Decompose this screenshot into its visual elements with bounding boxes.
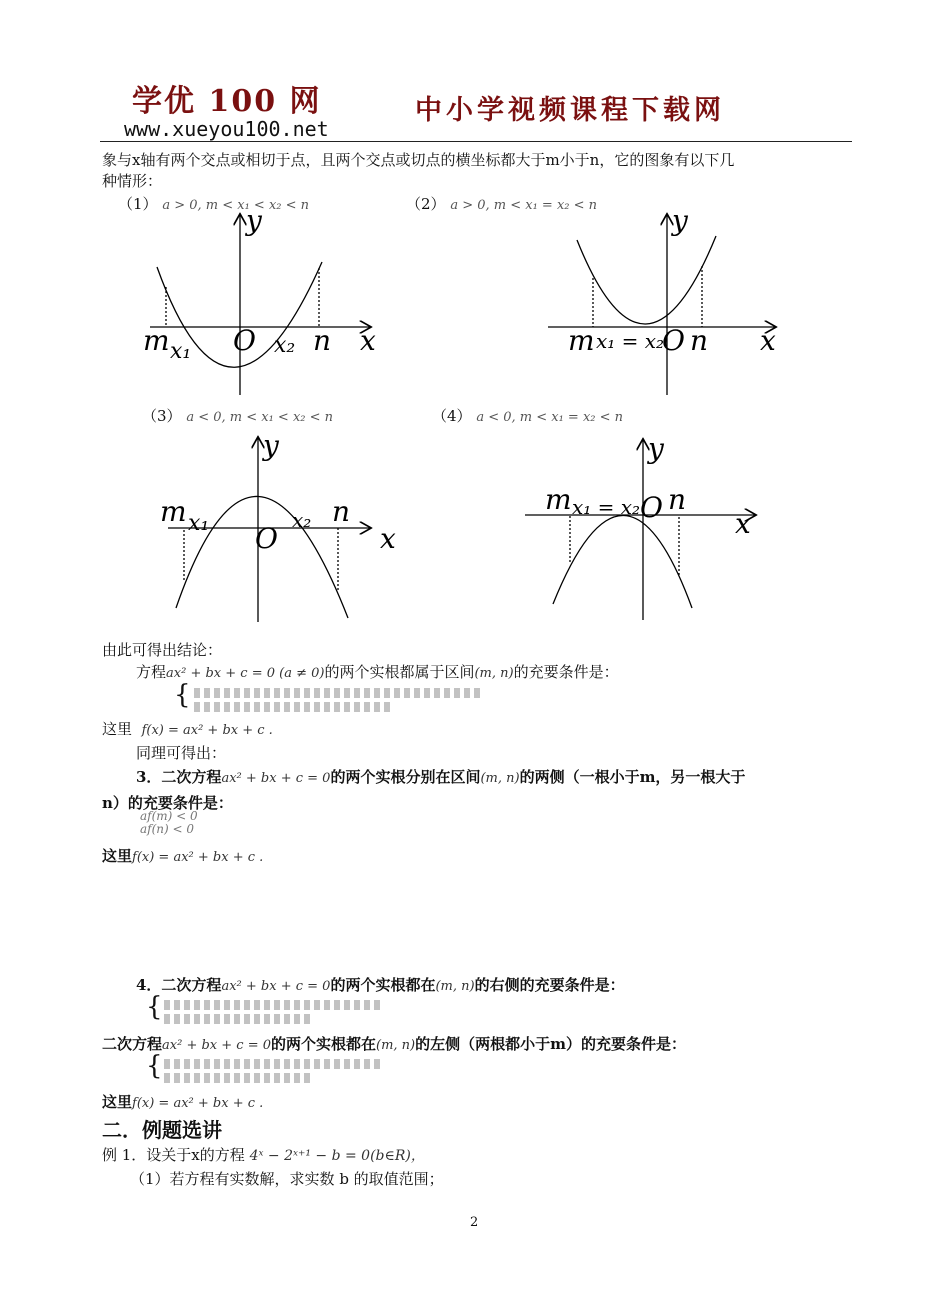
site-logo: 学优 100 网 xyxy=(132,84,322,119)
item-3-line-2: n）的充要条件是： xyxy=(102,794,233,812)
case-label: （3） xyxy=(142,407,182,425)
x2-label: x₂ xyxy=(292,508,312,532)
example-1-question-1: （1）若方程有实数解，求实数 b 的取值范围； xyxy=(130,1170,444,1188)
where-line-3 xyxy=(102,1091,263,1112)
origin-label: O xyxy=(662,324,685,357)
text: 的右侧的充要条件是： xyxy=(474,976,625,994)
blurred-line xyxy=(164,1073,314,1083)
text: 这里 xyxy=(102,720,133,738)
m-label: m xyxy=(160,495,187,528)
n-label: n xyxy=(690,324,709,357)
left-brace: { xyxy=(146,992,163,1022)
m-label: m xyxy=(568,324,595,357)
text: 的两个实根都在 xyxy=(330,976,436,994)
text: 的两个实根分别在区间 xyxy=(330,768,481,786)
case-condition: a < 0, m < x₁ = x₂ < n xyxy=(476,410,624,425)
y-axis-label: y xyxy=(246,204,262,237)
blurred-line xyxy=(194,688,484,698)
text: 的两个实根都在 xyxy=(271,1035,377,1053)
case-condition: a > 0, m < x₁ = x₂ < n xyxy=(450,198,598,213)
where-line-1 xyxy=(102,718,273,739)
graph-case-1 xyxy=(150,215,370,395)
site-url[interactable]: www.xueyou100.net xyxy=(124,117,329,141)
text: 这里 xyxy=(102,847,133,865)
equation: ax² + bx + c = 0 xyxy=(221,979,331,994)
x-axis-label: x xyxy=(360,324,376,357)
n-label: n xyxy=(313,324,332,357)
parabola-curve xyxy=(577,236,716,324)
site-slogan: 中小学视频课程下载网 xyxy=(415,95,725,126)
text: 4．二次方程 xyxy=(136,976,222,994)
text: 3．二次方程 xyxy=(136,768,222,786)
x2-label: x₂ xyxy=(274,333,296,358)
blurred-line xyxy=(164,1059,384,1069)
page-number: 2 xyxy=(470,1215,479,1230)
graph-case-4 xyxy=(525,440,755,620)
x-axis-label: x xyxy=(735,507,751,540)
y-axis-label: y xyxy=(263,429,279,462)
case-label: （4） xyxy=(432,407,472,425)
x1-label: x₁ xyxy=(188,511,210,536)
intro-line-1: 象与x轴有两个交点或相切于点，且两个交点或切点的横坐标都大于m小于n，它的图象有以下几 xyxy=(102,151,735,169)
n-label: n xyxy=(668,483,687,516)
text: 例 1．设关于x的方程 xyxy=(102,1146,245,1164)
left-side-line xyxy=(102,1033,686,1054)
origin-label: O xyxy=(640,491,663,524)
interval: (m, n) xyxy=(376,1038,416,1053)
equation: ax² + bx + c = 0 (a ≠ 0) xyxy=(166,666,325,681)
function-def: f(x) = ax² + bx + c . xyxy=(132,850,264,865)
m-label: m xyxy=(545,483,572,516)
blurred-line xyxy=(194,702,394,712)
condition-2: af(n) < 0 xyxy=(140,822,195,836)
y-axis-label: y xyxy=(672,204,688,237)
equation: ax² + bx + c = 0 xyxy=(221,771,331,786)
blurred-line xyxy=(164,1000,384,1010)
left-brace: { xyxy=(146,1051,163,1081)
y-axis-label: y xyxy=(648,432,664,465)
parabola-curve xyxy=(553,515,692,608)
example-1-line xyxy=(102,1144,425,1165)
left-brace: { xyxy=(174,680,191,710)
text: 二次方程 xyxy=(102,1035,163,1053)
x1-eq-x2-label: x₁ = x₂ xyxy=(596,329,665,353)
text: 的两侧（一根小于m，另一根大于 xyxy=(519,768,746,786)
equation: ax² + bx + c = 0 xyxy=(162,1038,271,1053)
text: 方程 xyxy=(136,663,167,681)
intro-line-2: 种情形： xyxy=(102,172,163,190)
function-def: f(x) = ax² + bx + c . xyxy=(132,1096,264,1111)
m-label: m xyxy=(143,324,170,357)
origin-label: O xyxy=(233,324,256,357)
graph-case-2 xyxy=(548,215,775,395)
blurred-line xyxy=(164,1014,314,1024)
n-label: n xyxy=(332,495,351,528)
condition-1: af(m) < 0 xyxy=(140,809,198,823)
x-axis-label: x xyxy=(380,522,396,555)
conclusion-statement xyxy=(136,661,619,682)
item-3-line-1 xyxy=(136,766,745,787)
text: 这里 xyxy=(102,1093,133,1111)
case-label: （1） xyxy=(118,195,158,213)
item-4-line xyxy=(136,974,625,995)
x-axis-label: x xyxy=(760,324,776,357)
text: 的两个实根都属于区间 xyxy=(324,663,475,681)
origin-label: O xyxy=(255,522,278,555)
function-def: f(x) = ax² + bx + c . xyxy=(141,723,273,738)
text: 的充要条件是： xyxy=(513,663,619,681)
item-3-conditions xyxy=(140,810,198,836)
interval: (m, n) xyxy=(480,771,520,786)
x1-eq-x2-label: x₁ = x₂ xyxy=(572,495,641,519)
parabola-graphs xyxy=(0,0,950,640)
section-title: 二．例题选讲 xyxy=(102,1118,222,1142)
interval: (m, n) xyxy=(474,666,514,681)
conclusion-intro: 由此可得出结论： xyxy=(102,641,223,659)
interval: (m, n) xyxy=(435,979,475,994)
case-condition: a > 0, m < x₁ < x₂ < n xyxy=(162,198,310,213)
case-condition: a < 0, m < x₁ < x₂ < n xyxy=(186,410,334,425)
similar-line: 同理可得出： xyxy=(136,744,227,762)
text: 的左侧（两根都小于m）的充要条件是： xyxy=(415,1035,686,1053)
x1-label: x₁ xyxy=(170,339,192,364)
equation: 4ˣ − 2ˣ⁺¹ − b = 0(b∈R)， xyxy=(249,1148,425,1164)
where-line-2 xyxy=(102,845,263,866)
case-label: （2） xyxy=(406,195,446,213)
